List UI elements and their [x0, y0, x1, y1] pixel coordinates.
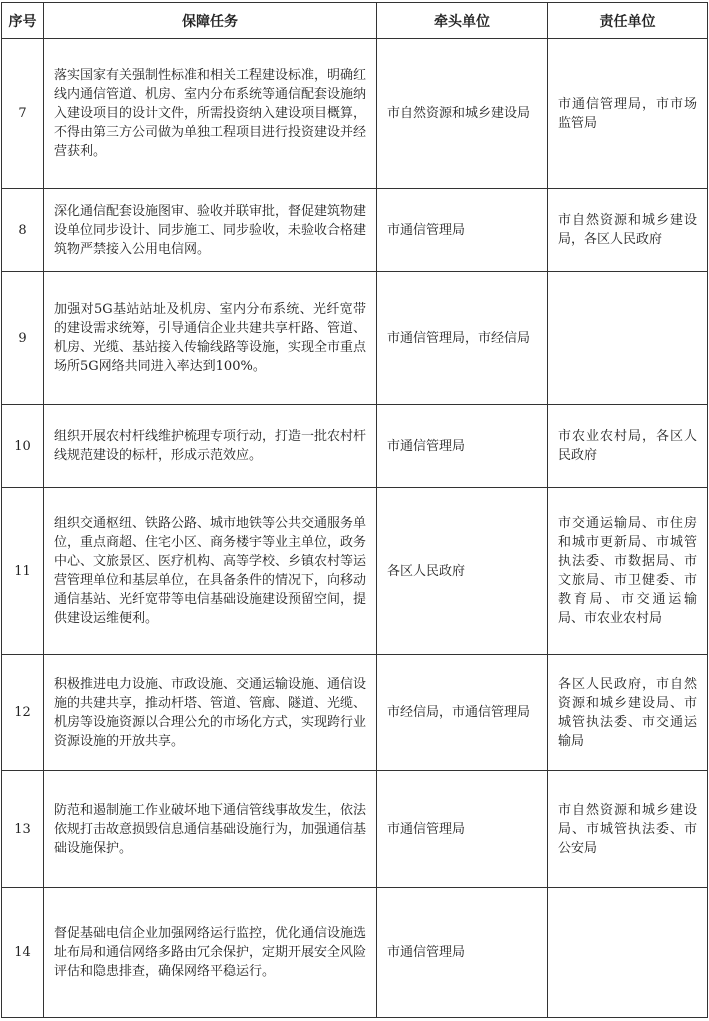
table-row — [2, 189, 708, 272]
header-lead: 牵头单位 — [377, 3, 548, 39]
row-number: 10 — [2, 405, 44, 488]
task-cell: 加强对5G基站站址及机房、室内分布系统、光纤宽带的建设需求统筹，引导通信企业共建共享杆路、管道、机房、光缆、基站接入传输线路等设施，实现全市重点场所5G网络共同进入率达到100%。 — [44, 272, 377, 405]
responsible-unit-cell: 市交通运输局、市住房和城市更新局、市城管执法委、市数据局、市文旅局、市卫健委、市教育局、市交通运输局、市农业农村局 — [548, 488, 708, 655]
table-header-row — [2, 3, 708, 39]
task-cell: 组织开展农村杆线维护梳理专项行动，打造一批农村杆线规范建设的标杆，形成示范效应。 — [44, 405, 377, 488]
lead-unit-cell: 市通信管理局 — [377, 405, 548, 488]
row-number: 7 — [2, 39, 44, 189]
row-number: 9 — [2, 272, 44, 405]
lead-unit-cell: 各区人民政府 — [377, 488, 548, 655]
responsible-unit-cell: 市农业农村局，各区人民政府 — [548, 405, 708, 488]
task-table — [1, 2, 708, 1018]
table-row — [2, 39, 708, 189]
row-number: 8 — [2, 189, 44, 272]
responsible-unit-cell: 市自然资源和城乡建设局，各区人民政府 — [548, 189, 708, 272]
task-cell: 深化通信配套设施图审、验收并联审批，督促建筑物建设单位同步设计、同步施工、同步验收，未验收合格建筑物严禁接入公用电信网。 — [44, 189, 377, 272]
table-row — [2, 771, 708, 888]
table-row — [2, 272, 708, 405]
task-cell: 督促基础电信企业加强网络运行监控，优化通信设施选址布局和通信网络多路由冗余保护，定期开展安全风险评估和隐患排查，确保网络平稳运行。 — [44, 888, 377, 1018]
responsible-unit-cell: 各区人民政府，市自然资源和城乡建设局、市城管执法委、市交通运输局 — [548, 655, 708, 771]
responsible-unit-cell — [548, 272, 708, 405]
responsible-unit-cell — [548, 888, 708, 1018]
header-resp: 责任单位 — [548, 3, 708, 39]
lead-unit-cell: 市通信管理局 — [377, 189, 548, 272]
row-number: 14 — [2, 888, 44, 1018]
responsible-unit-cell: 市通信管理局，市市场监管局 — [548, 39, 708, 189]
lead-unit-cell: 市通信管理局，市经信局 — [377, 272, 548, 405]
task-cell: 积极推进电力设施、市政设施、交通运输设施、通信设施的共建共享，推动杆塔、管道、管廊、隧道、光缆、机房等设施资源以合理公允的市场化方式，实现跨行业资源设施的开放共享。 — [44, 655, 377, 771]
row-number: 13 — [2, 771, 44, 888]
table-row — [2, 655, 708, 771]
table-row — [2, 405, 708, 488]
lead-unit-cell: 市经信局，市通信管理局 — [377, 655, 548, 771]
row-number: 11 — [2, 488, 44, 655]
task-cell: 防范和遏制施工作业破坏地下通信管线事故发生，依法依规打击故意损毁信息通信基础设施行为，加强通信基础设施保护。 — [44, 771, 377, 888]
table-row — [2, 888, 708, 1018]
table-row — [2, 488, 708, 655]
lead-unit-cell: 市通信管理局 — [377, 771, 548, 888]
lead-unit-cell: 市自然资源和城乡建设局 — [377, 39, 548, 189]
row-number: 12 — [2, 655, 44, 771]
header-no: 序号 — [2, 3, 44, 39]
header-task: 保障任务 — [44, 3, 377, 39]
task-cell: 落实国家有关强制性标准和相关工程建设标准，明确红线内通信管道、机房、室内分布系统等通信配套设施纳入建设项目的设计文件，所需投资纳入建设项目概算，不得由第三方公司做为单独工程项目进行投资建设并经营获利。 — [44, 39, 377, 189]
lead-unit-cell: 市通信管理局 — [377, 888, 548, 1018]
responsible-unit-cell: 市自然资源和城乡建设局、市城管执法委、市公安局 — [548, 771, 708, 888]
task-cell: 组织交通枢纽、铁路公路、城市地铁等公共交通服务单位，重点商超、住宅小区、商务楼宇等业主单位，政务中心、文旅景区、医疗机构、高等学校、乡镇农村等运营管理单位和基层单位，在具备条件的情况下，向移动通信基站、光纤宽带等电信基础设施建设预留空间，提供建设运维便利。 — [44, 488, 377, 655]
